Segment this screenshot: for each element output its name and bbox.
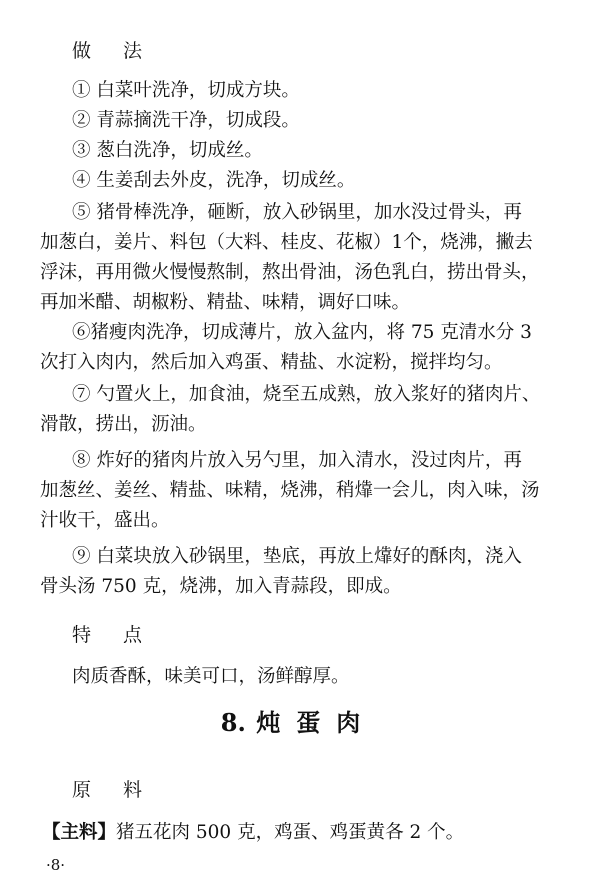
ingredients-heading: 原 料 xyxy=(72,779,156,801)
step-line: ③ 葱白洗净，切成丝。 xyxy=(72,140,263,161)
step-line: ⑥猪瘦肉洗净，切成薄片，放入盆内，将 75 克清水分 3 xyxy=(72,322,532,343)
recipe-title-number: 8. xyxy=(220,708,246,737)
step-line: 浮沫，再用微火慢慢熬制，熬出骨油，汤色乳白，捞出骨头， xyxy=(40,262,540,283)
recipe-title xyxy=(0,703,597,738)
step-line: ④ 生姜刮去外皮，洗净，切成丝。 xyxy=(72,170,356,191)
step-line: ① 白菜叶洗净，切成方块。 xyxy=(72,80,300,101)
main-ingredient-label: 【主料】 xyxy=(42,822,117,843)
step-line: ⑤ 猪骨棒洗净，砸断，放入砂锅里，加水没过骨头，再 xyxy=(72,202,522,223)
step-9 xyxy=(40,542,572,602)
step-2 xyxy=(40,106,572,136)
recipe-title-text: 炖蛋肉 xyxy=(256,708,377,737)
step-line: 再加米醋、胡椒粉、精盐、味精，调好口味。 xyxy=(40,292,411,313)
step-line: 加葱白，姜片、料包（大料、桂皮、花椒）1个，烧沸，撇去 xyxy=(40,232,533,253)
step-line: ⑨ 白菜块放入砂锅里，垫底，再放上㸆好的酥肉，浇入 xyxy=(72,546,522,567)
step-7 xyxy=(40,380,572,440)
step-line: 汁收干，盛出。 xyxy=(40,510,170,531)
step-line: 骨头汤 750 克，烧沸，加入青蒜段，即成。 xyxy=(40,576,402,597)
step-line: ② 青蒜摘洗干净，切成段。 xyxy=(72,110,300,131)
main-ingredient-text: 猪五花肉 500 克，鸡蛋、鸡蛋黄各 2 个。 xyxy=(116,822,465,843)
step-line: 滑散，捞出，沥油。 xyxy=(40,414,207,435)
step-4 xyxy=(40,166,572,196)
step-8 xyxy=(40,446,572,536)
step-line: ⑦ 勺置火上，加食油，烧至五成熟，放入浆好的猪肉片、 xyxy=(72,384,541,405)
main-ingredient-line xyxy=(42,818,464,844)
step-line: 次打入肉内，然后加入鸡蛋、精盐、水淀粉，搅拌均匀。 xyxy=(40,352,503,373)
step-line: ⑧ 炸好的猪肉片放入另勺里，加入清水，没过肉片，再 xyxy=(72,450,522,471)
feature-heading: 特 点 xyxy=(72,624,156,646)
step-line: 加葱丝、姜丝、精盐、味精，烧沸，稍㸆一会儿，肉入味，汤 xyxy=(40,480,540,501)
method-heading: 做 法 xyxy=(72,40,156,62)
step-3 xyxy=(40,136,572,166)
step-5 xyxy=(40,198,572,318)
step-1 xyxy=(40,76,572,106)
page-number: ·8· xyxy=(46,856,66,874)
step-6 xyxy=(40,318,572,378)
feature-text: 肉质香酥，味美可口，汤鲜醇厚。 xyxy=(72,666,350,687)
